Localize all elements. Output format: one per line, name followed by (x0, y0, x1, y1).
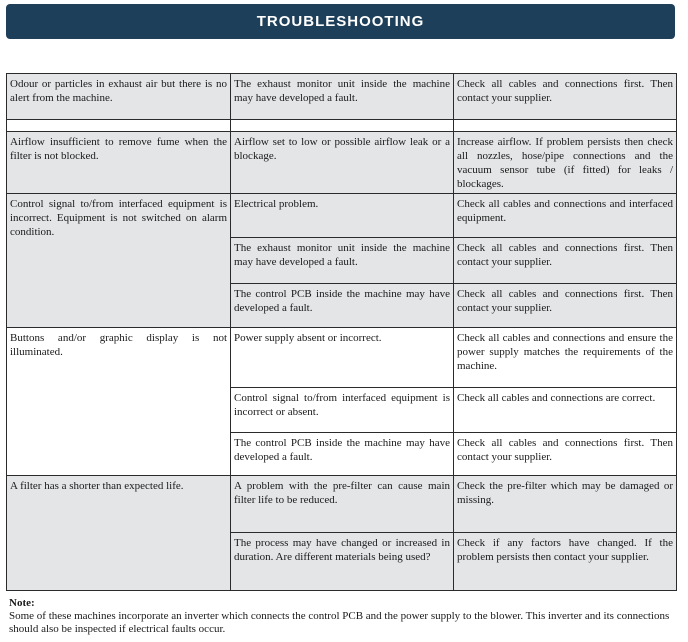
note-title: Note: (9, 597, 35, 609)
cause-cell: The control PCB inside the machine may have developed a fault. (231, 433, 454, 476)
table-row (7, 120, 677, 132)
troubleshooting-header (6, 4, 675, 39)
cause-cell: The process may have changed or increased in duration. Are different materials being used? (231, 533, 454, 591)
problem-cell: A filter has a shorter than expected life. (7, 476, 231, 591)
note-text: Some of these machines incorporate an inverter which connects the control PCB and the power supply to the blower. This inverter and its connections should also be inspected if electrical faults occur. (9, 610, 670, 635)
cause-cell: Control signal to/from interfaced equipment is incorrect or absent. (231, 388, 454, 433)
remedy-cell: Check all cables and connections first. Then contact your supplier. (454, 284, 677, 328)
cause-cell: Electrical problem. (231, 194, 454, 238)
problem-cell: Buttons and/or graphic display is not illuminated. (7, 328, 231, 476)
page-title: TROUBLESHOOTING (256, 13, 425, 30)
remedy-cell: Check all cables and connections are correct. (454, 388, 677, 433)
remedy-cell: Check all cables and connections first. Then contact your supplier. (454, 238, 677, 284)
table-row (7, 194, 677, 238)
remedy-cell: Increase airflow. If problem persists then check all nozzles, hose/pipe connections and the vacuum sensor tube (if fitted) for leaks / blockages. (454, 132, 677, 194)
problem-cell: Odour or particles in exhaust air but there is no alert from the machine. (7, 74, 231, 120)
cause-cell: The exhaust monitor unit inside the machine may have developed a fault. (231, 74, 454, 120)
remedy-cell: Check all cables and connections first. Then contact your supplier. (454, 74, 677, 120)
cause-cell: Power supply absent or incorrect. (231, 328, 454, 388)
table-row (7, 132, 677, 194)
cause-cell: The control PCB inside the machine may have developed a fault. (231, 284, 454, 328)
table-row (7, 74, 677, 120)
note-section (9, 597, 677, 636)
remedy-cell: Check all cables and connections first. Then contact your supplier. (454, 433, 677, 476)
table-row (7, 476, 677, 533)
problem-cell: Airflow insufficient to remove fume when the filter is not blocked. (7, 132, 231, 194)
remedy-cell: Check all cables and connections and interfaced equipment. (454, 194, 677, 238)
remedy-cell: Check if any factors have changed. If the problem persists then contact your supplier. (454, 533, 677, 591)
troubleshooting-table (6, 73, 677, 591)
problem-cell: Control signal to/from interfaced equipment is incorrect. Equipment is not switched on alarm condition. (7, 194, 231, 328)
table-row (7, 328, 677, 388)
remedy-cell: Check the pre-filter which may be damaged or missing. (454, 476, 677, 533)
cause-cell: The exhaust monitor unit inside the machine may have developed a fault. (231, 238, 454, 284)
remedy-cell: Check all cables and connections and ensure the power supply matches the requirements of the machine. (454, 328, 677, 388)
cause-cell: A problem with the pre-filter can cause main filter life to be reduced. (231, 476, 454, 533)
cause-cell: Airflow set to low or possible airflow leak or a blockage. (231, 132, 454, 194)
